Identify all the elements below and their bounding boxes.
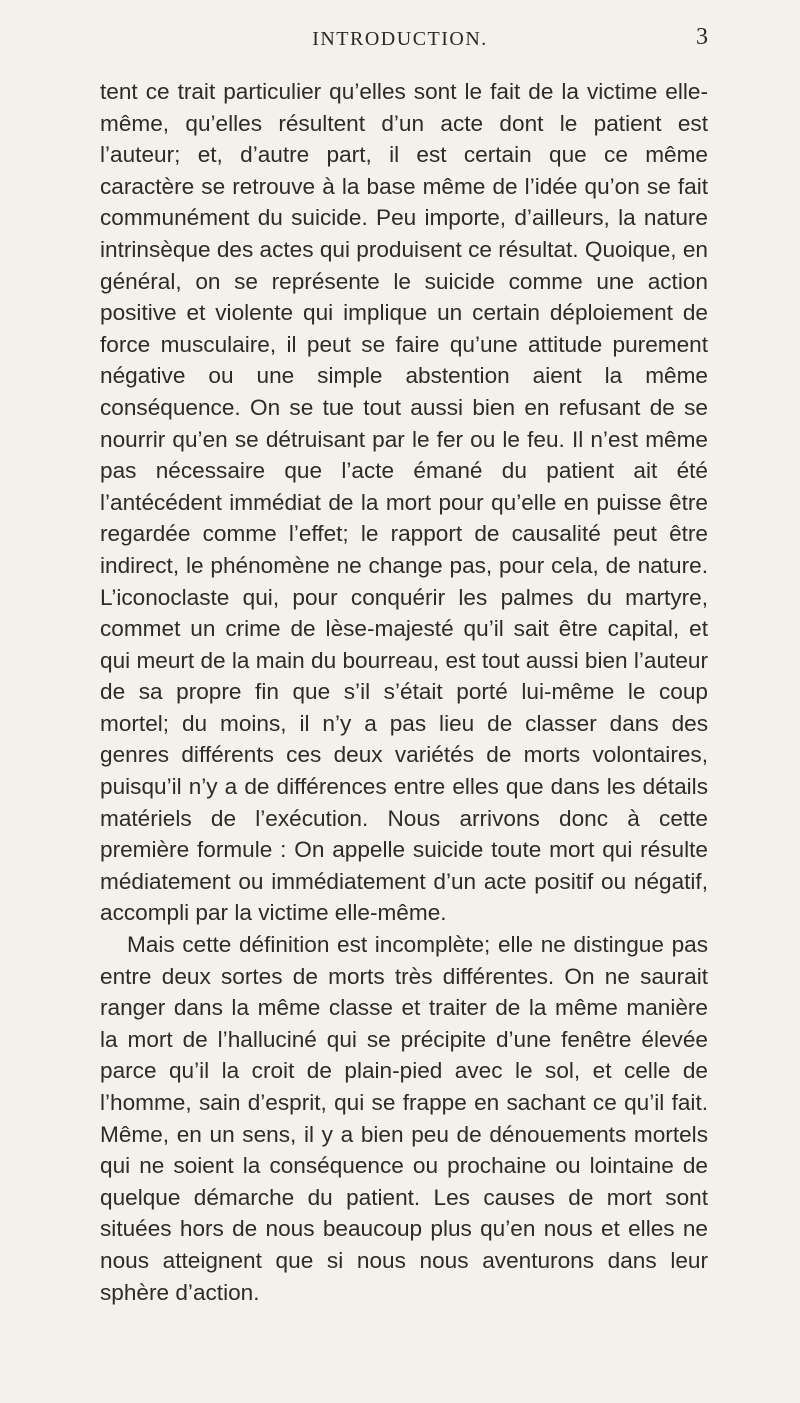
paragraph: Mais cette définition est incomplète; elle ne distingue pas entre deux sortes de morts très différentes. On ne saurait ranger dans la même classe et traiter de la même manière la mort de l’halluciné qui se précipite d’une fenêtre élevée parce qu’il la croit de plain-pied avec le sol, et celle de l’homme, sain d’esprit, qui se frappe en sachant ce qu’il fait. Même, en un sens, il y a bien peu de dénouements mortels qui ne soient la conséquence ou prochaine ou lointaine de quelque démarche du patient. Les causes de mort sont situées hors de nous beaucoup plus qu’en nous et elles ne nous atteignent que si nous nous aventurons dans leur sphère d’action. xyxy=(100,932,708,1305)
running-head xyxy=(0,24,800,58)
running-title: INTRODUCTION. xyxy=(312,28,488,50)
paragraph-continued: tent ce trait particulier qu’elles sont le fait de la victime elle-même, qu’elles résultent d’un acte dont le patient est l’auteur; et, d’autre part, il est certain que ce même caractère se retrouve à la base même de l’idée qu’on se fait communément du suicide. Peu importe, d’ailleurs, la nature intrinsèque des actes qui produisent ce résultat. Quoique, en général, on se représente le suicide comme une action positive et violente qui implique un certain déploiement de force musculaire, il peut se faire qu’une attitude purement négative ou une simple abstention aient la même conséquence. On se tue tout aussi bien en refusant de se nourrir qu’en se détruisant par le fer ou le feu. Il n’est même pas nécessaire que l’acte émané du patient ait été l’antécédent immédiat de la mort pour qu’elle en puisse être regardée comme l’effet; le rapport de causalité peut être indirect, le phénomène ne change pas, pour cela, de nature. L’iconoclaste qui, pour conquérir les palmes du martyre, commet un crime de lèse-majesté qu’il sait être capital, et qui meurt de la main du bourreau, est tout aussi bien l’auteur de sa propre fin que s’il s’était porté lui-même le coup mortel; du moins, il n’y a pas lieu de classer dans des genres différents ces deux variétés de morts volontaires, puisqu’il n’y a de différences entre elles que dans les détails matériels de l’exécution. Nous arrivons donc à cette première formule : On appelle suicide toute mort qui résulte médiatement ou immédiatement d’un acte positif ou négatif, accompli par la victime elle-même. xyxy=(100,79,708,926)
body-text xyxy=(100,76,708,1308)
page-number: 3 xyxy=(696,24,708,50)
